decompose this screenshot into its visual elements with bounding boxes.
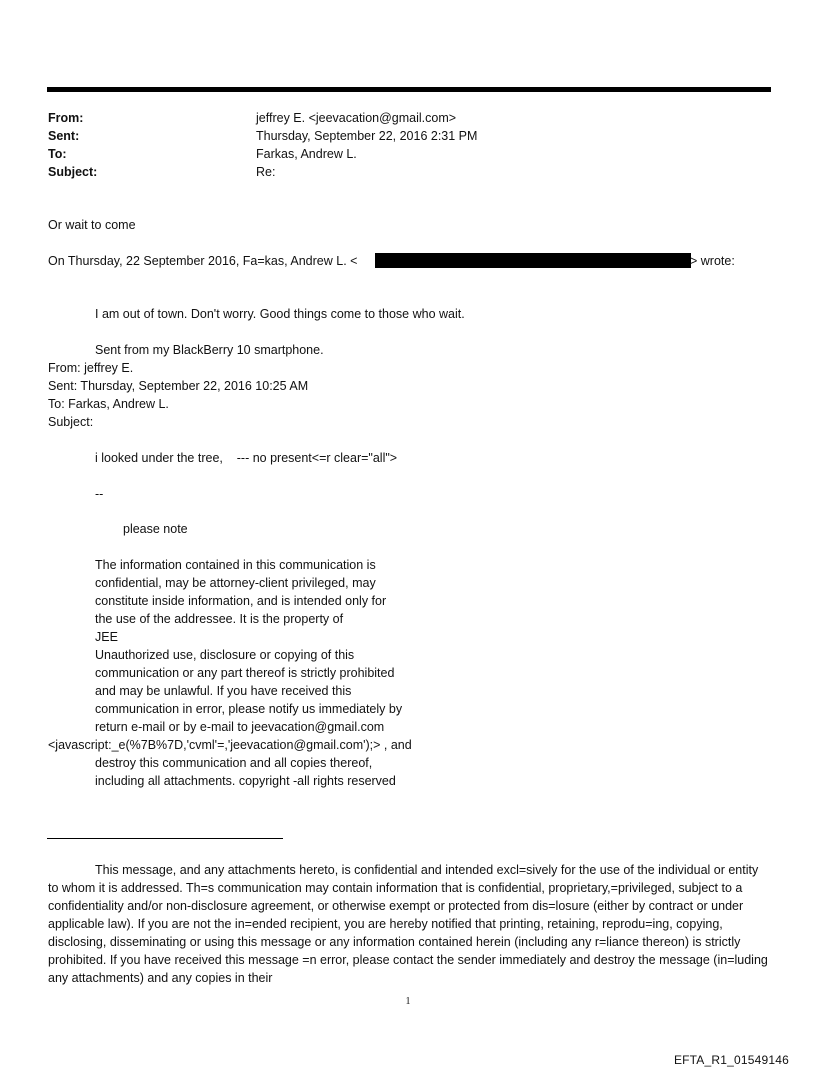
to-value: Farkas, Andrew L. [256,147,357,161]
footnote-rule [47,838,283,839]
conf-line: destroy this communication and all copies thereof, [95,756,373,770]
conf-line: Unauthorized use, disclosure or copying of this [95,648,355,662]
to-label: To: [48,147,67,161]
sent-label: Sent: [48,129,80,143]
disclaimer [48,861,772,987]
from-value: jeffrey E. <jeevacation@gmail.com> [256,111,457,125]
quoted-message: I am out of town. Don't worry. Good things come to those who wait. [95,307,465,321]
header-rule [47,87,771,92]
conf-line: constitute inside information, and is intended only for [95,594,387,608]
conf-line: communication in error, please notify us immediately by [95,702,403,716]
from-label: From: [48,111,84,125]
quote-intro-start: On Thursday, 22 September 2016, Fa=kas, Andrew L. < [48,254,358,268]
reply-text: Or wait to come [48,218,136,232]
conf-line: communication or any part thereof is strictly prohibited [95,666,395,680]
sent-value: Thursday, September 22, 2016 2:31 PM [256,129,478,143]
subject-value: Re: [256,165,276,179]
conf-line: including all attachments. copyright -all rights reserved [95,774,396,788]
sent-from-line: Sent from my BlackBerry 10 smartphone. [95,343,324,357]
inner-sent: Sent: Thursday, September 22, 2016 10:25 AM [48,379,309,393]
please-note: please note [123,522,188,536]
conf-line: confidential, may be attorney-client privileged, may [95,576,376,590]
page-number: 1 [405,996,411,1007]
conf-line: The information contained in this communication is [95,558,376,572]
conf-line: and may be unlawful. If you have received this [95,684,352,698]
conf-line: JEE [95,630,118,644]
conf-line: the use of the addressee. It is the property of [95,612,344,626]
inner-from: From: jeffrey E. [48,361,134,375]
javascript-link[interactable]: <javascript:_e(%7B%7D,'cvml'=,'jeevacation@gmail.com');> , and [48,738,412,752]
redaction-box [375,253,691,268]
subject-label: Subject: [48,165,98,179]
disclaimer-text: This message, and any attachments hereto, is confidential and intended excl=sively for the use of the individual or entity to whom it is addressed. Th=s communication may contain information that is confidential, proprietary,=privileged, subject to a confidentiality and/or non-disclosure agreement, or otherwise exempt or protected from dis=losure (either by contract or under applicable law). If you are not the in=ended recipient, you are hereby notified that printing, retaining, reprodu=ing, copying, disclosing, disseminating or using this message or any information contained herein (including any r=liance thereon) is strictly prohibited. If you have received this message =n error, please contact the sender immediately and destroy the message (in=luding any attachments) and any copies in their [48,863,768,985]
inner-subject: Subject: [48,415,94,429]
conf-line: return e-mail or by e-mail to jeevacation@gmail.com [95,720,385,734]
inner-message: i looked under the tree, --- no present<=r clear="all"> [95,451,398,465]
inner-to: To: Farkas, Andrew L. [48,397,169,411]
quote-intro-end: > wrote: [690,254,735,268]
signature-dashes: -- [95,487,104,501]
document-id: EFTA_R1_01549146 [673,1053,789,1067]
